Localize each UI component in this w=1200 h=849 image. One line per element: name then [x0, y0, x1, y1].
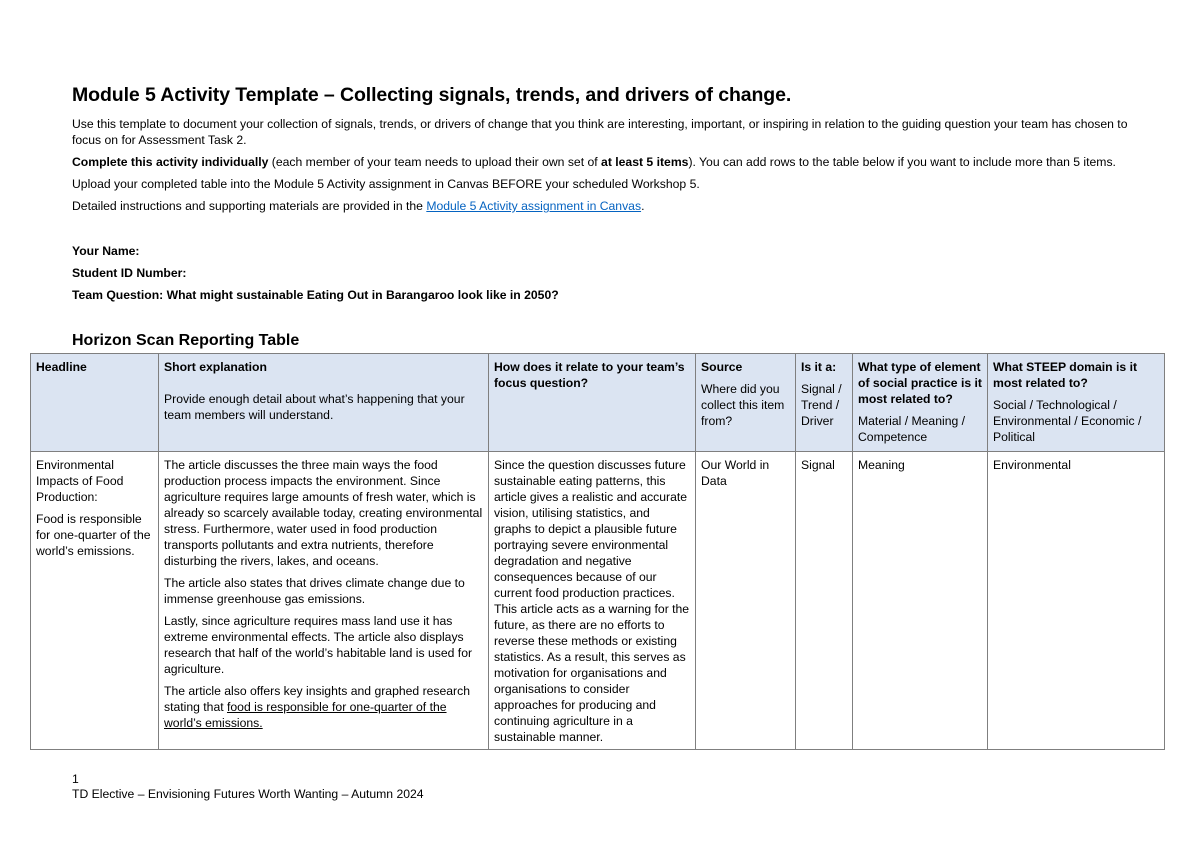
cell-short-explanation [159, 452, 489, 750]
intro-bold-items: at least 5 items [601, 155, 689, 169]
team-question: Team Question: What might sustainable Eating Out in Barangaroo look like in 2050? [72, 288, 559, 302]
footer-course: TD Elective – Envisioning Futures Worth Wanting – Autumn 2024 [72, 787, 424, 801]
intro-p4-text: Detailed instructions and supporting materials are provided in the [72, 199, 427, 213]
header-source [696, 354, 796, 452]
table-row [31, 452, 1165, 750]
explanation-paragraph-1: The article discusses the three main ways the food production process impacts the environment. Since agriculture requires large amounts of fresh water, which is already so scarcely available today, creating environmental stress. Furthermore, water used in food production transports pollutants and extra nutrients, therefore disturbing the rivers, lakes, and oceans. [164, 458, 483, 568]
source-text: Our World in Data [701, 458, 770, 488]
relation-text: Since the question discusses future sustainable eating patterns, this article gives a realistic and accurate vision, utilising statistics, and graphs to depict a plausible future portraying severe environmental degradation and negative consequences because of our current food production practices. This article acts as a warning for the future, as there are no efforts to reverse these methods or existing statistics. As a result, this serves as motivation for organisations and organisations to consider approaches for producing and continuing agriculture in a sustainable manner. [494, 458, 690, 744]
header-type-note: Signal / Trend / Driver [801, 382, 842, 428]
header-steep-label: What STEEP domain is it most related to? [993, 360, 1138, 390]
intro-p2-end: ). You can add rows to the table below if you want to include more than 5 items. [688, 155, 1116, 169]
cell-source [696, 452, 796, 750]
explanation-paragraph-4 [164, 683, 483, 731]
header-type-label: Is it a: [801, 360, 837, 374]
horizon-scan-table [30, 353, 1165, 750]
table-title: Horizon Scan Reporting Table [72, 332, 300, 349]
page-number: 1 [72, 772, 79, 786]
header-type [796, 354, 853, 452]
header-source-note: Where did you collect this item from? [701, 382, 785, 428]
header-headline-label: Headline [36, 360, 87, 374]
header-headline [31, 354, 159, 452]
header-social-practice-label: What type of element of social practice is it most related to? [858, 360, 982, 406]
header-source-label: Source [701, 360, 743, 374]
header-short-explanation-label: Short explanation [164, 360, 267, 374]
cell-social-practice [853, 452, 988, 750]
intro-paragraph-3: Upload your completed table into the Module 5 Activity assignment in Canvas BEFORE your scheduled Workshop 5. [72, 177, 700, 191]
canvas-assignment-link[interactable]: Module 5 Activity assignment in Canvas [426, 199, 642, 213]
cell-type [796, 452, 853, 750]
student-id-label: Student ID Number: [72, 266, 187, 280]
intro-paragraph-2 [72, 154, 1132, 170]
emissions-link[interactable]: food is responsible for one-quarter of the world’s emissions. [164, 700, 447, 730]
intro-bold-individually: Complete this activity individually [72, 155, 269, 169]
page-footer [72, 772, 424, 802]
header-social-practice-note: Material / Meaning / Competence [858, 414, 966, 444]
explanation-paragraph-2: The article also states that drives climate change due to immense greenhouse gas emissions. [164, 576, 465, 606]
intro-p2-text: (each member of your team needs to upload their own set of [268, 155, 602, 169]
header-steep-note: Social / Technological / Environmental / Economic / Political [993, 398, 1142, 444]
social-practice-text: Meaning [858, 458, 905, 472]
cell-steep [988, 452, 1165, 750]
student-meta [72, 243, 559, 309]
type-text: Signal [801, 458, 835, 472]
page-title: Module 5 Activity Template – Collecting signals, trends, and drivers of change. [72, 84, 792, 106]
headline-subtitle: Food is responsible for one-quarter of the world’s emissions. [36, 512, 151, 558]
explanation-paragraph-3: Lastly, since agriculture requires mass land use it has extreme environmental effects. The article also displays research that half of the world’s habitable land is used for agriculture. [164, 614, 473, 676]
header-social-practice [853, 354, 988, 452]
intro-paragraph-4 [72, 198, 1132, 214]
table-header-row [31, 354, 1165, 452]
your-name-label: Your Name: [72, 244, 140, 258]
intro-paragraph-1: Use this template to document your collection of signals, trends, or drivers of change that you think are interesting, important, or inspiring in relation to the guiding question your team has chosen to focus on for Assessment Task 2. [72, 117, 1128, 147]
intro-section [72, 116, 1132, 220]
cell-headline [31, 452, 159, 750]
header-relation-label: How does it relate to your team’s focus question? [494, 360, 685, 390]
steep-text: Environmental [993, 458, 1071, 472]
header-short-explanation [159, 354, 489, 452]
intro-p4-end: . [641, 199, 645, 213]
cell-relation [489, 452, 696, 750]
headline-title: Environmental Impacts of Food Production: [36, 458, 124, 504]
header-relation [489, 354, 696, 452]
header-steep [988, 354, 1165, 452]
explanation-p4-text: The article also offers key insights and graphed research stating that [164, 684, 470, 714]
header-short-explanation-note: Provide enough detail about what’s happening that your team members will understand. [164, 392, 465, 422]
